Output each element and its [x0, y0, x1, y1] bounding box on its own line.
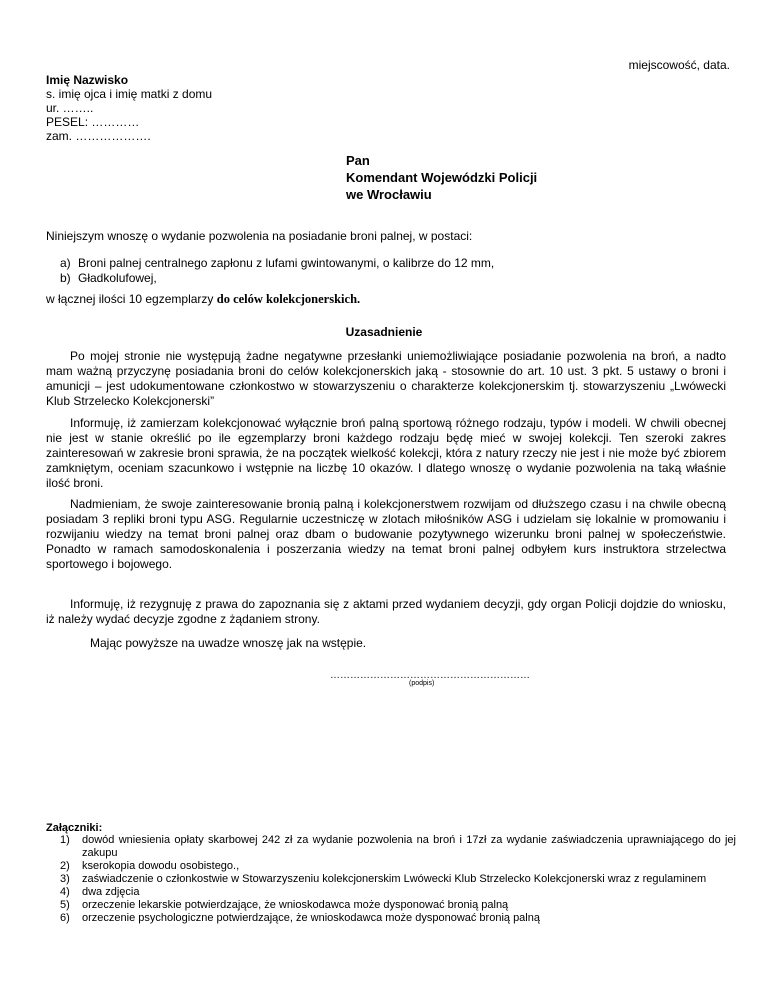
signature-line: ……………………………………………………: [330, 670, 530, 681]
list-text: Broni palnej centralnego zapłonu z lufami gwintowanymi, o kalibrze do 12 mm,: [78, 256, 495, 270]
request-intro: Niniejszym wnoszę o wydanie pozwolenia na posiadanie broni palnej, w postaci:: [46, 229, 473, 243]
attachment-item: [60, 873, 736, 886]
justification-paragraph: Informuję, iż zamierzam kolekcjonować wyłącznie broń palną sportową różnego rodzaju, typów i modeli. W chwili obecnej nie jest w stanie określić po ile egzemplarzy broni każdego rodzaju będę mieć w swojej kolekcji. Ten szeroki zakres zainteresowań w zakresie broni sprawia, że na początek wielkość kolekcji, która z natury rzeczy nie jest i nie może być zbiorem zamkniętym, oceniam szacunkowo i wstępnie na liczbę 10 okazów. I dlatego wnoszę o wydanie pozwolenia na taką właśnie ilość broni.: [46, 416, 726, 490]
sender-address: zam. ……………….: [46, 129, 151, 143]
sender-name: Imię Nazwisko: [46, 73, 129, 87]
justification-paragraph: Po mojej stronie nie występują żadne negatywne przesłanki uniemożliwiające posiadanie pozwolenia na broń, a nadto mam ważną przyczynę posiadania broni do celów kolekcjonerskich jaką - stosownie do art. 10 ust. 3 pkt. 5 ustawy o broni i amunicji – jest udokumentowane członkostwo w stowarzyszeniu o charakterze kolekcjonerskim tj. stowarzyszeniu „Lwówecki Klub Strzelecko Kolekcjonerski”: [46, 349, 726, 408]
attachment-text: dowód wniesienia opłaty skarbowej 242 zł za wydanie pozwolenia na broń i 17zł za wydanie zaświadczenia uprawniającego do jej zakupu: [82, 834, 736, 859]
attachment-item: [60, 860, 736, 873]
attachment-item: [60, 834, 736, 860]
justification-paragraph: Nadmieniam, że swoje zainteresowanie bronią palną i kolekcjonerstwem rozwijam od dłuższego czasu i na chwile obecną posiadam 3 repliki broni typu ASG. Regularnie uczestniczę w zlotach miłośników ASG i udzielam się lokalnie w promowaniu i rozwijaniu wiedzy na temat broni palnej oraz dbam o budowanie pozytywnego wizerunku broni palnej w społeczeństwie. Ponadto w ramach samodoskonalenia i poszerzania wiedzy na temat broni palnej odbyłem kurs instruktora strzelectwa sportowego i bojowego.: [46, 497, 726, 571]
sender-parents: s. imię ojca i imię matki z domu: [46, 87, 213, 101]
sender-pesel: PESEL: …………: [46, 115, 140, 129]
justification-paragraph: Informuję, iż rezygnuję z prawa do zapoznania się z aktami przed wydaniem decyzji, gdy organ Policji dojdzie do wniosku, iż należy wydać decyzje zgodne z żądaniem strony.: [46, 597, 726, 626]
closing-sentence: Mając powyższe na uwadze wnoszę jak na wstępie.: [90, 636, 367, 650]
attachment-text: dwa zdjęcia: [82, 886, 140, 898]
attachment-item: [60, 886, 736, 899]
attachment-text: orzeczenie lekarskie potwierdzające, że wnioskodawca może dysponować bronią palną: [82, 899, 509, 911]
attachment-item: [60, 899, 736, 912]
list-text: Gładkolufowej,: [78, 271, 157, 285]
addressee-line: we Wrocławiu: [346, 187, 432, 202]
attachments-heading: Załączniki:: [46, 822, 103, 834]
attachment-marker: 1): [60, 834, 70, 846]
list-marker: b): [60, 271, 71, 285]
total-purpose: do celów kolekcjonerskich.: [216, 292, 361, 306]
list-item: [60, 271, 730, 286]
addressee-block: [346, 152, 537, 203]
attachment-marker: 3): [60, 873, 70, 885]
list-item: [60, 256, 730, 271]
place-date: miejscowość, data.: [628, 58, 730, 72]
addressee-line: Pan: [346, 153, 370, 168]
sender-block: [46, 73, 212, 143]
attachment-text: kserokopia dowodu osobistego.,: [82, 860, 240, 872]
total-quantity: [46, 292, 736, 307]
attachments-list: [60, 834, 736, 925]
attachment-item: [60, 912, 736, 925]
weapon-type-list: [60, 256, 730, 286]
attachment-text: orzeczenie psychologiczne potwierdzające, że wnioskodawca może dysponować bronią palną: [82, 912, 540, 924]
sender-birth: ur. ……..: [46, 101, 94, 115]
attachment-text: zaświadczenie o członkostwie w Stowarzyszeniu kolekcjonerskim Lwówecki Klub Strzelecko Kolekcjonerski wraz z regulaminem: [82, 873, 707, 885]
list-marker: a): [60, 256, 71, 270]
attachment-marker: 5): [60, 899, 70, 911]
justification-heading: Uzasadnienie: [345, 325, 423, 339]
attachment-marker: 4): [60, 886, 70, 898]
attachment-marker: 2): [60, 860, 70, 872]
attachment-marker: 6): [60, 912, 70, 924]
total-prefix: w łącznej ilości 10 egzemplarzy: [46, 292, 214, 306]
addressee-line: Komendant Wojewódzki Policji: [346, 170, 538, 185]
signature-label: (podpis): [409, 680, 435, 687]
